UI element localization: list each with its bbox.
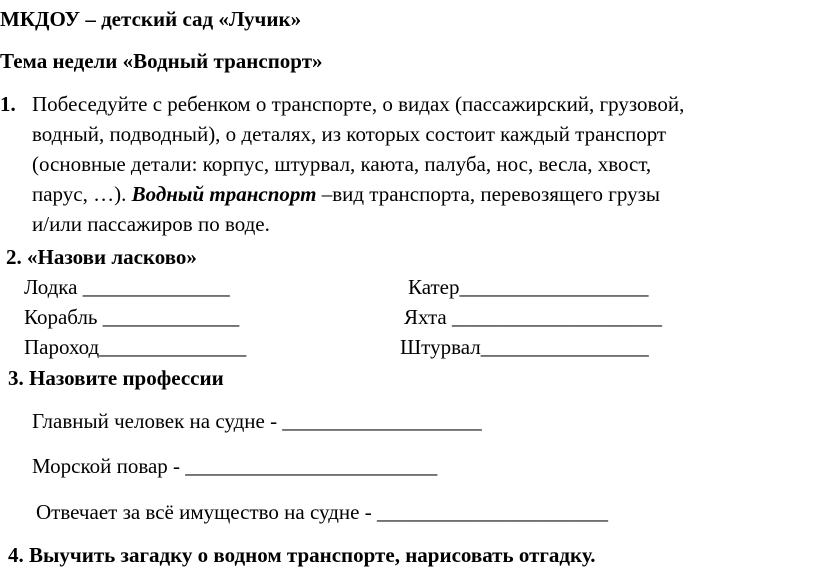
task2-left-item-2: Корабль _____________ (24, 305, 240, 329)
task2-right-item-1: Катер__________________ (408, 275, 649, 299)
task1-line-2: водный, подводный), о деталях, из которых состоит каждый транспорт (32, 122, 667, 146)
task1-line-4 (32, 181, 660, 207)
task3-question-1: Главный человек на судне - ___________________ (32, 409, 482, 433)
task2-right-item-3: Штурвал________________ (400, 335, 649, 359)
task2-title: 2. «Назови ласково» (6, 245, 197, 269)
task1-number: 1. (0, 92, 16, 116)
water-transport-term: Водный транспорт (131, 182, 317, 206)
task4-title: 4. Выучить загадку о водном транспорте, нарисовать отгадку. (8, 543, 596, 567)
task1-line-4-end: –вид транспорта, перевозящего грузы (316, 182, 661, 206)
week-theme: Тема недели «Водный транспорт» (0, 49, 323, 73)
task2-right-item-2: Яхта ____________________ (404, 305, 662, 329)
task1-line-4-start: парус, …). (32, 182, 132, 206)
task1-line-3: (основные детали: корпус, штурвал, каюта, палуба, нос, весла, хвост, (32, 152, 652, 176)
task3-title: 3. Назовите профессии (8, 366, 224, 390)
task2-left-item-1: Лодка ______________ (24, 275, 230, 299)
task3-question-2: Морской повар - ________________________ (32, 454, 438, 478)
task1-line-5: и/или пассажиров по воде. (32, 212, 270, 236)
task1-line-1: Побеседуйте с ребенком о транспорте, о видах (пассажирский, грузовой, (32, 92, 685, 116)
task2-left-item-3: Пароход______________ (24, 335, 247, 359)
institution-title: МКДОУ – детский сад «Лучик» (0, 7, 302, 31)
task3-question-3: Отвечает за всё имущество на судне - ______________________ (36, 500, 608, 524)
